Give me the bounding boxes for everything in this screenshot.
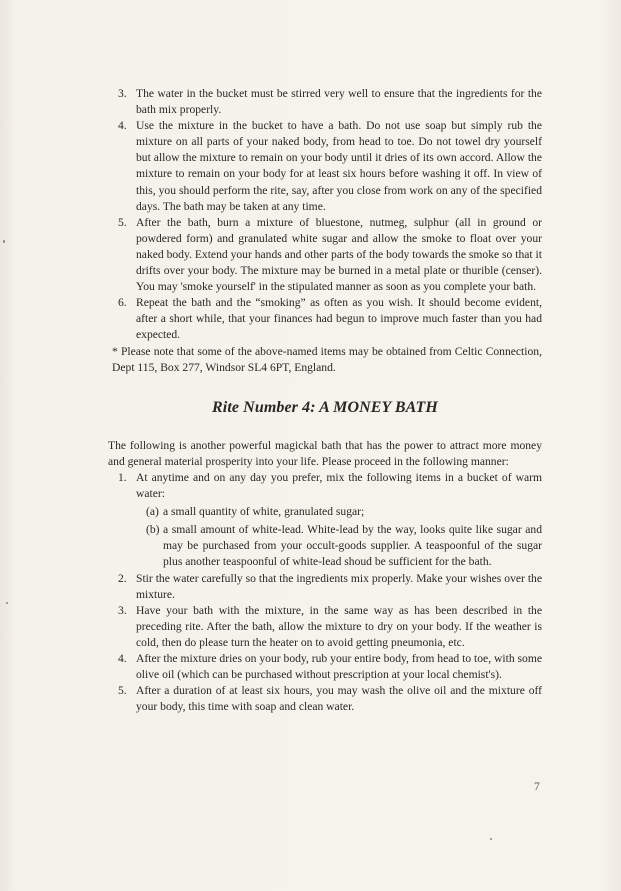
- scan-speck: [3, 240, 5, 243]
- ingredients-sublist: [136, 504, 542, 570]
- page-body: [108, 86, 542, 715]
- list-item: [108, 470, 542, 571]
- item-text: Use the mixture in the bucket to have a bath. Do not use soap but simply rub the mixture on all parts of your naked body, from head to toe. Do not towel dry yourself but allow the mixture to remain on your body until it dries of its own accord. Allow the mixture to remain on your body for at least six hours before washing it off. In view of this, you should perform the rite, say, after you close from work on any of the specified days. The bath may be taken at any time.: [136, 119, 542, 213]
- sublist-text: a small amount of white-lead. White-lead by the way, looks quite like sugar and may be purchased from your occult-goods supplier. A teaspoonful of the sugar plus another teaspoonful of white-lead shoud be sufficient for the bath.: [163, 523, 542, 569]
- item-number: 2.: [118, 571, 127, 585]
- item-text: After the bath, burn a mixture of bluestone, nutmeg, sulphur (all in ground or powdered form) and granulated white sugar and allow the smoke to float over your naked body. Extend your hands and other parts of the body towards the smoke so that it drifts over your body. The mixture may be burned in a metal plate or thurible (censer). You may 'smoke yourself' in the stipulated manner as soon as you complete your bath.: [136, 215, 542, 294]
- list-item: [108, 683, 542, 715]
- list-item: [108, 651, 542, 683]
- steps-list-rite-4: [108, 470, 542, 715]
- item-number: 4.: [118, 652, 127, 665]
- sublist-label: (a): [146, 505, 159, 519]
- steps-list-rite-3: [108, 86, 542, 344]
- item-text: Stir the water carefully so that the ingredients mix properly. Make your wishes over the mixture.: [136, 571, 542, 601]
- list-item: [108, 215, 542, 295]
- item-text: At anytime and on any day you prefer, mix the following items in a bucket of warm water:: [136, 470, 542, 501]
- item-number: 6.: [118, 296, 127, 310]
- section-heading: Rite Number 4: A MONEY BATH: [212, 398, 438, 416]
- item-number: 5.: [118, 215, 127, 229]
- item-text: The water in the bucket must be stirred very well to ensure that the ingredients for the bath mix properly.: [136, 87, 542, 117]
- sublist-text: a small quantity of white, granulated sugar;: [163, 505, 365, 519]
- list-item: [108, 603, 542, 651]
- list-item: [108, 571, 542, 603]
- list-item: [108, 86, 542, 118]
- scan-speck: [490, 838, 492, 840]
- item-number: 3.: [118, 87, 127, 100]
- sublist-item: [136, 504, 542, 520]
- item-text: After a duration of at least six hours, you may wash the olive oil and the mixture off your body, this time with soap and clean water.: [136, 684, 542, 714]
- sublist-label: (b): [146, 523, 160, 537]
- item-number: 1.: [118, 470, 127, 484]
- page-number: 7: [534, 780, 540, 793]
- supplier-note: * Please note that some of the above-named items may be obtained from Celtic Connection, Dept 115, Box 277, Windsor SL4 6PT, England.: [112, 344, 542, 374]
- intro-paragraph: The following is another powerful magickal bath that has the power to attract more money and general material prosperity into your life. Please proceed in the following manner:: [108, 438, 542, 468]
- item-number: 4.: [118, 119, 127, 133]
- sublist-item: [136, 522, 542, 570]
- scan-speck: [6, 602, 8, 604]
- item-number: 5.: [118, 684, 127, 698]
- item-number: 3.: [118, 603, 127, 617]
- item-text: Repeat the bath and the “smoking” as often as you wish. It should become evident, after a short while, that your finances had begun to improve much faster than you had expected.: [136, 296, 542, 342]
- item-text: After the mixture dries on your body, rub your entire body, from head to toe, with some olive oil (which can be purchased without prescription at your local chemist's).: [136, 652, 542, 682]
- item-text: Have your bath with the mixture, in the same way as has been described in the preceding rite. After the bath, allow the mixture to dry on your body. If the weather is cold, then do please turn the heater on to avoid getting pneumonia, etc.: [136, 603, 542, 649]
- list-item: [108, 118, 542, 215]
- list-item: [108, 295, 542, 343]
